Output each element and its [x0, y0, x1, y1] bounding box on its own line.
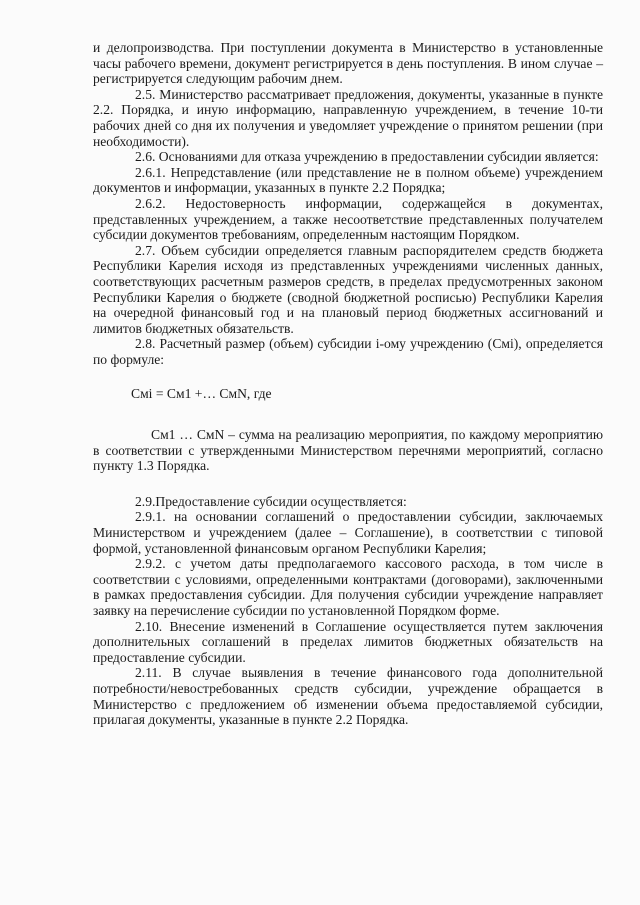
- paragraph-2-6: 2.6. Основаниями для отказа учреждению в предоставлении субсидии является:: [135, 149, 599, 165]
- paragraph-2-8: 2.8. Расчетный размер (объем) субсидии i-ому учреждению (Смi), определяется по формуле:: [93, 336, 603, 367]
- document-body: [93, 40, 603, 728]
- paragraph-2-5: 2.5. Министерство рассматривает предложения, документы, указанные в пункте 2.2. Порядка, и иную информацию, направленную учреждением, в течение 10-ти рабочих дней со дня их получения и уведомляет учреждение о принятом решении (при необходимости).: [93, 86, 603, 149]
- paragraph-2-9-2: 2.9.2. с учетом даты предполагаемого кассового расхода, в том числе в соответствии с условиями, определенными контрактами (договорами), заключенными в рамках предоставления субсидии. Для получения субсидии учреждение направляет заявку на перечисление субсидии по установленной Порядком форме.: [93, 556, 603, 618]
- formula: Смi = См1 +… СмN, где: [131, 386, 272, 402]
- paragraph-2-11: 2.11. В случае выявления в течение финансового года дополнительной потребности/невостребованных средств субсидии, учреждение обращается в Министерство с предложением об изменении объема предоставляемой субсидии, прилагая документы, указанные в пункте 2.2 Порядка.: [93, 665, 603, 728]
- paragraph-2-9: 2.9.Предоставление субсидии осуществляется:: [135, 493, 407, 509]
- paragraph-continuation: и делопроизводства. При поступлении документа в Министерство в установленные часы рабочего времени, документ регистрируется в день поступления. В ином случае – регистрируется следующим рабочим днем.: [93, 40, 603, 87]
- formula-definition: См1 … СмN – сумма на реализацию мероприятия, по каждому мероприятию в соответствии с утвержденными Министерством перечнями мероприятий, согласно пункту 1.3 Порядка.: [93, 427, 603, 474]
- paragraph-2-7: 2.7. Объем субсидии определяется главным распорядителем средств бюджета Республики Карелия исходя из представленных учреждениями численных данных, соответствующих расчетным размеров средств, в пределах предусмотренных законом Республики Карелия о бюджете (сводной бюджетной росписью) Республики Карелия на очередной финансовый год и на плановый период бюджетных ассигнований и лимитов бюджетных обязательств.: [93, 242, 603, 336]
- paragraph-2-10: 2.10. Внесение изменений в Соглашение осуществляется путем заключения дополнительных соглашений в пределах лимитов бюджетных обязательств на предоставление субсидии.: [93, 618, 603, 665]
- paragraph-2-9-1: 2.9.1. на основании соглашений о предоставлении субсидии, заключаемых Министерством и учреждением (далее – Соглашение), в соответствии с типовой формой, установленной финансовым органом Республики Карелия;: [93, 509, 603, 556]
- paragraph-2-6-1: 2.6.1. Непредставление (или представление не в полном объеме) учреждением документов и информации, указанных в пункте 2.2 Порядка;: [93, 164, 603, 196]
- paragraph-2-6-2: 2.6.2. Недостоверность информации, содержащейся в документах, представленных учреждением, а также несоответствие представленных получателем субсидии документов требованиям, определенным настоящим Порядком.: [93, 195, 603, 243]
